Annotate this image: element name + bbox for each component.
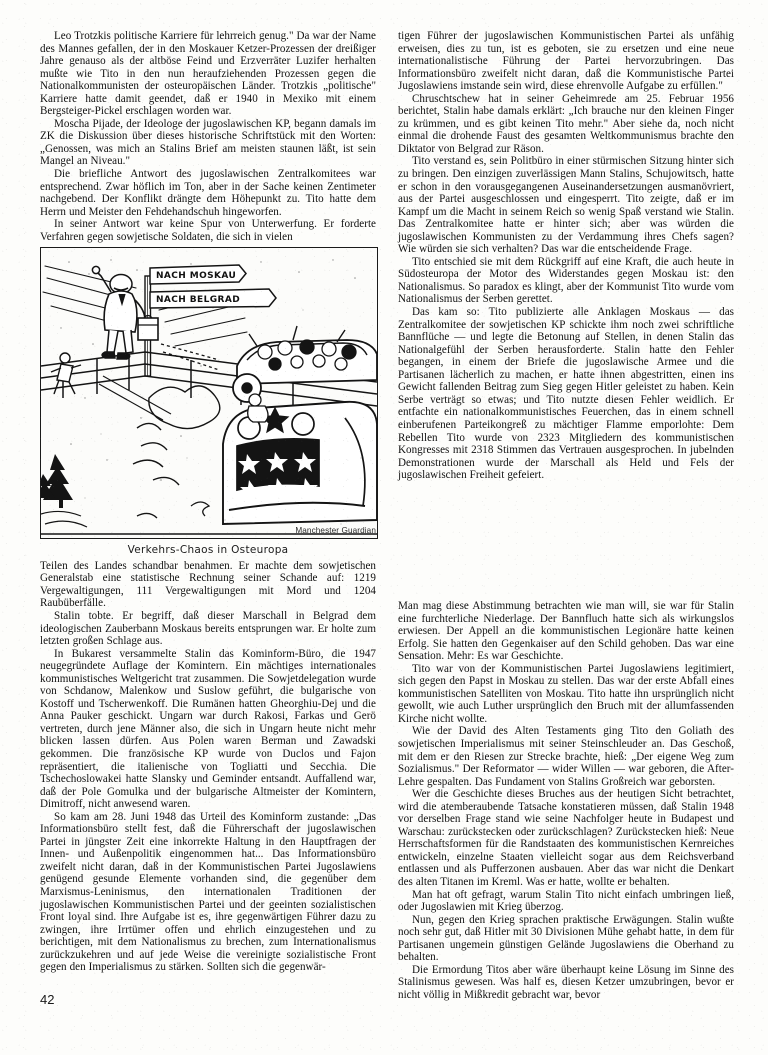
paragraph: Die Ermordung Titos aber wäre überhaupt keine Lösung im Sinne des Stalinismus gewesen. Was half es, diesen Ketzer umzubringen, bevor er nicht völlig in Mißkredit gebracht war, bevor: [398, 963, 734, 1001]
crashed-car-lower: [223, 402, 377, 524]
paragraph: So kam am 28. Juni 1948 das Urteil des Kominform zustande: „Das Informationsbüro stellt fest, daß die Führerschaft der jugoslawischen Partei in jüngster Zeit eine inkorrekte Haltung in den Hauptfragen der Innen- und Außenpolitik eingenommen hat... Das Informationsbüro zweifelt nicht daran, daß in der Kommunistischen Partei Jugoslawiens genügend gesunde Elemente vorhanden sind, die gegenüber dem Marxismus-Leninismus, den internationalen Traditionen der jugoslawischen Kommunistischen Partei und der geeinten sozialistischen Front loyal sind. Ihre Aufgabe ist es, ihre gegenwärtigen Führer dazu zu zwingen, ihre Irrtümer offen und ehrlich einzugestehen und zu berichtigen, mit dem Nationalismus zu brechen, zum Internationalismus zurückzukehren und auf jede Weise die vereinigte sozialistische Front gegen den Imperialismus zu stärken. Sollten sich die gegenwär-: [40, 810, 376, 974]
cartoon-drawing: [41, 248, 377, 538]
right-column-continuation: [398, 600, 734, 1002]
sign-belgrade-label: NACH BELGRAD: [156, 295, 241, 306]
paragraph: Teilen des Landes schandbar benahmen. Er machte dem sowjetischen Generalstab eine statistische Rechnung seiner Schande auf: 1219 Vergewaltigungen, 111 Vergewaltigungen mit Mord und 1204 Raubüberfälle.: [40, 559, 376, 610]
paragraph: In Bukarest versammelte Stalin das Kominform-Büro, die 1947 neugegründete Auflage der Komintern. Ein mächtiges internationales kommunistisches Weltgericht trat zusammen. Die Sowjetdelegation wurde von Schdanow, Malenkow und Suslow geführt, die bulgarische von Kostoff und Tscherwenkoff. Die Rumänen hatten Gheorghiu-Dej und die Anna Pauker geschickt. Ungarn war durch Rakosi, Farkas und Gerö vertreten, durch jene Männer also, die sich in Ungarn heute nicht mehr blicken lassen dürfen. Aus Polen waren Berman und Zawadski gekommen. Die französische KP wurde von Duclos und Fajon repräsentiert, die italienische von Togliatti und Secchia. Die Tschechoslowakei hatte Slansky und Geminder entsandt. Auffallend war, daß der Pole Gomulka und der bulgarische Altmeister der Komintern, Dimitroff, nicht anwesend waren.: [40, 647, 376, 811]
cartoon-illustration: [40, 247, 378, 539]
left-column: [40, 30, 376, 985]
cartoon-figure: [40, 247, 376, 557]
paragraph: tigen Führer der jugoslawischen Kommunistischen Partei als unfähig erweisen, dies zu tun, ist es geboten, sie zu ersetzen und eine neue internationalistische Führung der Partei hervorzubringen. Das Informationsbüro zweifelt nicht daran, daß die Kommunistische Partei Jugoslawiens imstande sein wird, diese ehrenvolle Aufgabe zu erfüllen.": [398, 30, 734, 93]
paragraph: Tito entschied sie mit dem Rückgriff auf eine Kraft, die auch heute in Südosteuropa der Motor des Widerstandes gegen Moskau ist: den Nationalismus. So paradox es klingt, aber der Kommunist Tito wurde vom Nationalismus der Serben gerettet.: [398, 255, 734, 306]
cartoon-caption-row: [40, 526, 376, 557]
paragraph: Tito verstand es, sein Politbüro in einer stürmischen Sitzung hinter sich zu bringen. Den einzigen zuverlässigen Mann Stalins, Schujowitsch, hatte er schon in den vorausgegangenen Auseinandersetzungen ausmanövriert, aus der Partei ausgeschlossen und eingesperrt. Tito zeigte, daß er im Kampf um die Macht in seinem Reich so wenig Spaß verstand wie Stalin. Das Zentralkomitee hatte er hinter sich; aber was würden die jugoslawischen Kommunisten zu der Verdammung ihres Chefs sagen? Wie würden sie sich verhalten? Das war die entscheidende Frage.: [398, 155, 734, 256]
cartoon-caption: Verkehrs-Chaos in Osteuropa: [127, 544, 289, 557]
paragraph: In seiner Antwort war keine Spur von Unterwerfung. Er forderte Verfahren gegen sowjetische Soldaten, die sich in vielen: [40, 218, 376, 243]
page-number: 42: [40, 992, 55, 1007]
paragraph: Man hat oft gefragt, warum Stalin Tito nicht einfach umbringen ließ, oder Jugoslawien mit Krieg überzog.: [398, 888, 734, 914]
paragraph: Man mag diese Abstimmung betrachten wie man will, sie war für Stalin eine furchterliche Niederlage. Der Bannfluch hatte sich als wirkungslos erwiesen. Der Appell an die kommunistischen Legionäre hatte keinen Erfolg. Sie hatten den Gegenkaiser auf den Schild gehoben. Das war eine Sensation. Mehr: Es war Geschichte.: [398, 600, 734, 663]
paragraph: Stalin tobte. Er begriff, daß dieser Marschall in Belgrad dem ideologischen Zauberbann Moskaus bereits entsprungen war. Er holte zum letzten großen Schlage aus.: [40, 609, 376, 648]
paragraph: Moscha Pijade, der Ideologe der jugoslawischen KP, begann damals im ZK die Diskussion über dieses historische Schriftstück mit den Worten: „Genossen, was mich an Stalins Brief am meisten staunen läßt, ist sein Mangel an Niveau.": [40, 117, 376, 168]
cartoon-credit: Manchester Guardian: [295, 526, 376, 536]
paragraph: Wie der David des Alten Testaments ging Tito den Goliath des sowjetischen Imperialismus mit seiner Steinschleuder an. Das Geschoß, mit dem er den Riesen zur Strecke brachte, hieß: „Der eigene Weg zum Sozialismus." Der Reformator — wider Willen — war geboren, die After-Lehre gespalten. Das Fundament von Stalins Großreich war geborsten.: [398, 725, 734, 788]
sign-moscow-label: NACH MOSKAU: [156, 271, 237, 282]
paragraph: Das kam so: Tito publizierte alle Anklagen Moskaus — das Zentralkomitee der sowjetischen KP schickte ihm noch zwei schriftliche Bannflüche — und legte die Betonung auf Stellen, in denen Stalin das Nationalgefühl der Serben herausforderte. Stalin hatte den Fehler begangen, in einem der Briefe die jugoslawische Armee und die Partisanen lächerlich zu machen, er hatte ihnen abgestritten, einen ins Gewicht fallenden Beitrag zum Sieg gegen Hitler geleistet zu haben. Kein Serbe verträgt so etwas; und Tito nutzte diesen Fehler weidlich. Er entfachte ein nationalkommunistisches Feuerchen, das in einem schnell einberufenen Parteikongreß zu mächtiger Flamme emporlohte: Dem Rebellen Tito wurde von 2323 Mitgliedern des kommunistischen Kongresses mit 2318 Stimmen das Vertrauen ausgesprochen. In jubelnden Demonstrationen wurde der Marschall als Held und Fels der jugoslawischen Freiheit gefeiert.: [398, 306, 734, 482]
paragraph: Tito war von der Kommunistischen Partei Jugoslawiens legitimiert, sich gegen den Papst in Moskau zu stellen. Das war der erste Abfall eines kommunistischen Satelliten von Moskau. Tito hatte ihn ursprünglich nicht gewollt, wie auch Luther ursprünglich den Bruch mit der allumfassenden Kirche nicht wollte.: [398, 662, 734, 725]
paragraph: Nun, gegen den Krieg sprachen praktische Erwägungen. Stalin wußte noch sehr gut, daß Hitler mit 30 Divisionen Mühe gehabt hatte, in dem für Partisanen ungemein günstigen Gelände Jugoslawiens die Oberhand zu behalten.: [398, 913, 734, 964]
paragraph: Leo Trotzkis politische Karriere für lehrreich genug." Da war der Name des Mannes gefallen, der in den Moskauer Ketzer-Prozessen der dreißiger Jahre genauso als der altböse Feind und Erzverräter Luzifer herhalten mußte wie Tito in den nun heraufziehenden Prozessen gegen die Nationalkommunisten der osteuropäischen Länder. Trotzkis „politische" Karriere hatte damit geendet, daß er 1940 in Mexiko mit einem Bergsteiger-Pickel erschlagen worden war.: [40, 30, 376, 118]
paragraph: Chruschtschew hat in seiner Geheimrede am 25. Februar 1956 berichtet, Stalin habe damals erklärt: „Ich brauche nur den kleinen Finger zu krümmen, und es gibt keinen Tito mehr." Aber siehe da, noch nicht einmal die drohende Faust des gesamten Weltkommunismus brachte den Diktator von Belgrad zur Räson.: [398, 92, 734, 155]
paragraph: Die briefliche Antwort des jugoslawischen Zentralkomitees war entsprechend. Zwar höflich im Ton, aber in der Sache keinen Zentimeter nachgebend. Der Konflikt drängte dem Höhepunkt zu. Tito hatte dem Herrn und Meister den Fehdehandschuh hingeworfen.: [40, 168, 376, 218]
paragraph: Wer die Geschichte dieses Bruches aus der heutigen Sicht betrachtet, wird die atemberaubende Tatsache konstatieren müssen, daß Stalin 1948 vor derselben Frage stand wie seine Nachfolger heute in Budapest und Warschau: zurückstecken oder zurückschlagen? Zurückstecken hieß: Neue Herrschaftsformen für die Randstaaten des kommunistischen Kernreiches entwickeln, einzelne Staaten vielleicht sogar aus dem Reichsverband entlassen und als Pufferzonen ausbauen. Aber das war nicht die Denkart des alten Titanen im Kreml. Was er hatte, wollte er behalten.: [398, 788, 734, 889]
